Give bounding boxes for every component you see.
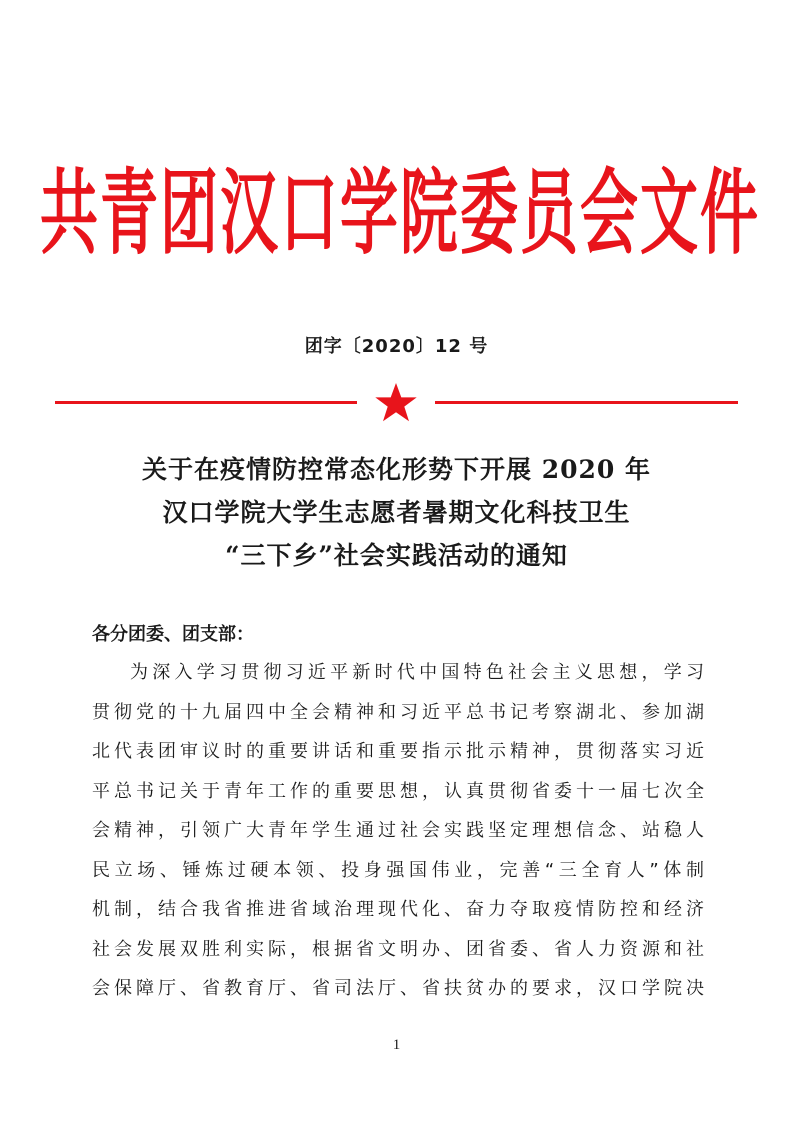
divider-line-right: [435, 401, 738, 404]
body-line: 为深入学习贯彻习近平新时代中国特色社会主义思想，学习: [130, 662, 704, 683]
body-line: 机制，结合我省推进省域治理现代化、奋力夺取疫情防控和经济: [92, 899, 704, 920]
document-masthead: 共青团汉口学院委员会文件: [40, 158, 761, 268]
star-icon: [375, 383, 416, 421]
body-line: 会保障厅、省教育厅、省司法厅、省扶贫办的要求，汉口学院决: [92, 978, 704, 999]
body-paragraph: [92, 653, 704, 1009]
body-line: 民立场、锤炼过硬本领、投身强国伟业，完善“三全育人”体制: [92, 859, 704, 881]
divider-line-left: [55, 401, 357, 404]
body-line: 平总书记关于青年工作的重要思想，认真贯彻省委十一届七次全: [92, 780, 704, 802]
salutation: 各分团委、团支部：: [92, 624, 254, 645]
title-line: 关于在疫情防控常态化形势下开展 2020 年: [142, 455, 651, 484]
page-number: 1: [392, 1037, 401, 1053]
title-line: “三下乡”社会实践活动的通知: [225, 541, 568, 570]
body-line: 贯彻党的十九届四中全会精神和习近平总书记考察湖北、参加湖: [92, 701, 704, 723]
notice-title: [60, 448, 733, 577]
red-star-divider: [55, 380, 738, 426]
body-line: 北代表团审议时的重要讲话和重要指示批示精神，贯彻落实习近: [92, 741, 704, 762]
body-line: 社会发展双胜利实际，根据省文明办、团省委、省人力资源和社: [92, 938, 704, 960]
body-line: 会精神，引领广大青年学生通过社会实践坚定理想信念、站稳人: [92, 820, 704, 841]
document-number: 团字〔2020〕12 号: [304, 336, 489, 357]
title-line: 汉口学院大学生志愿者暑期文化科技卫生: [162, 498, 631, 527]
